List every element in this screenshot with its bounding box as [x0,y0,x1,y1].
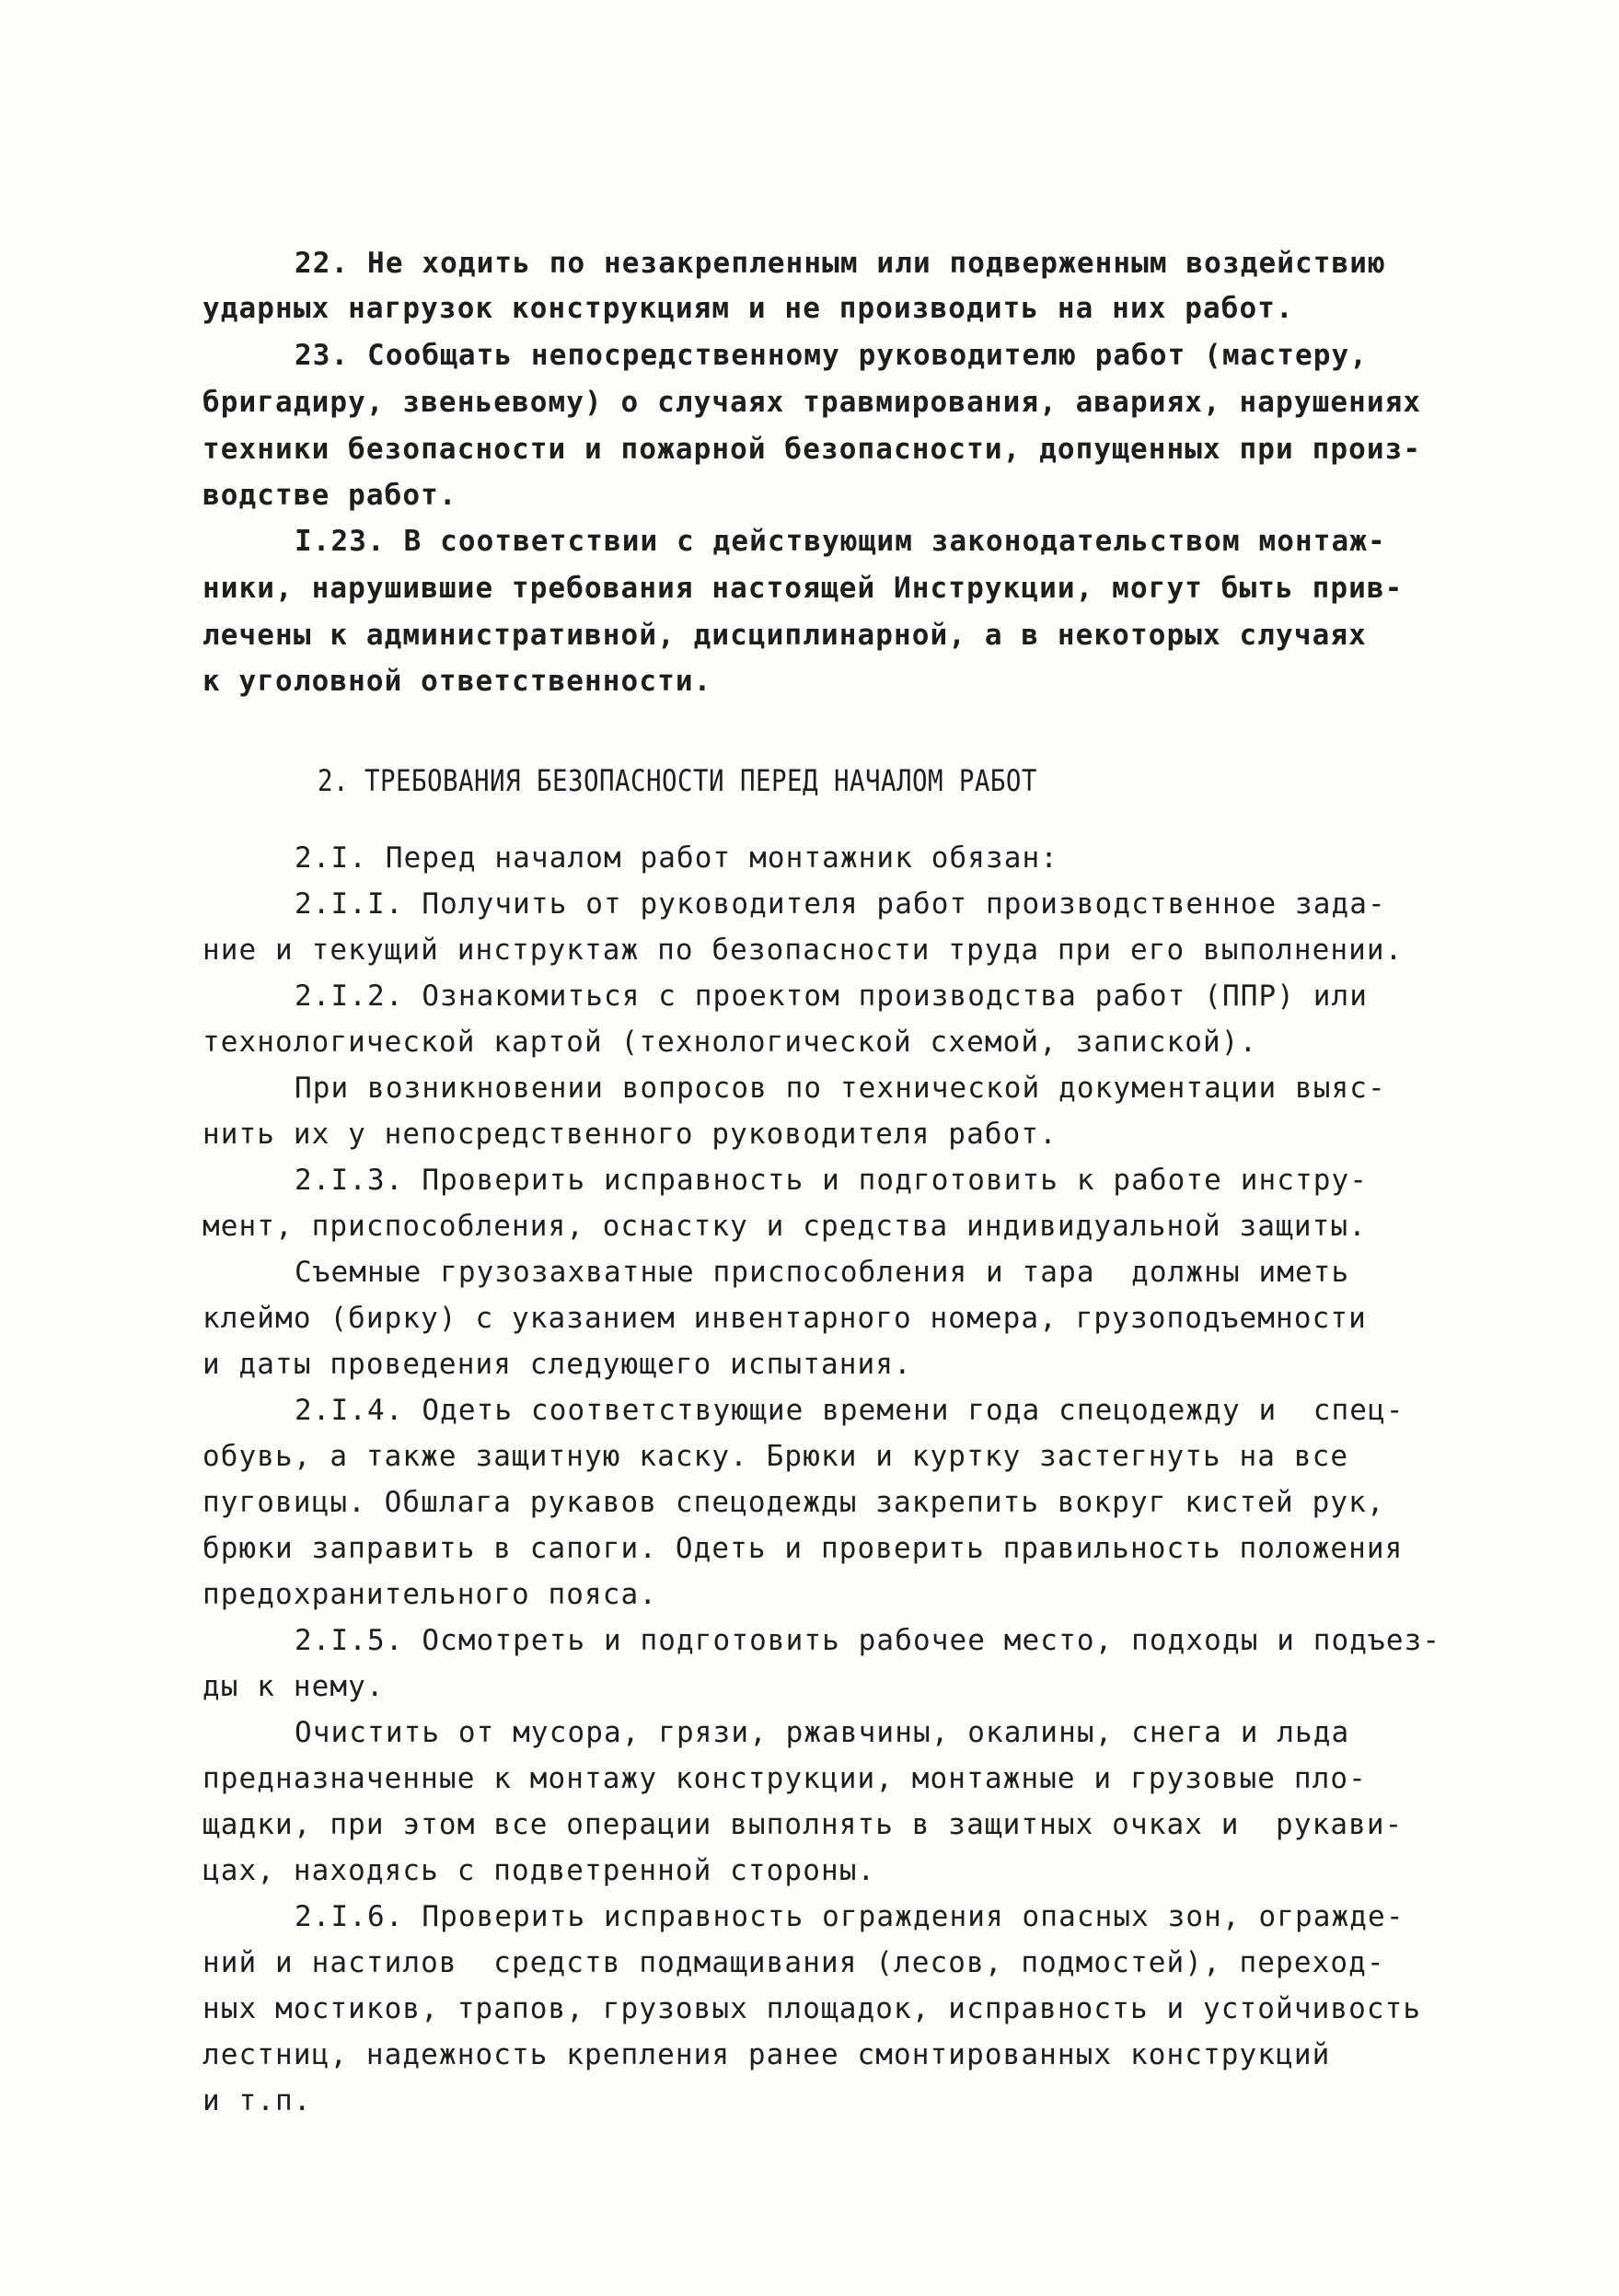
section-heading: 2. ТРЕБОВАНИЯ БЕЗОПАСНОСТИ ПЕРЕД НАЧАЛОМ РАБОТ [318,763,1037,798]
text-line: лестниц, надежность крепления ранее смонтированных конструкций [202,2038,1331,2071]
text-line: пуговицы. Обшлага рукавов спецодежды закрепить вокруг кистей рук, [202,1486,1385,1519]
text-line: техники безопасности и пожарной безопасности, допущенных при произ- [202,433,1422,466]
text-line: щадки, при этом все операции выполнять в защитных очках и рукави- [202,1808,1404,1841]
text-line: бригадиру, звеньевому) о случаях травмирования, авариях, нарушениях [202,386,1422,419]
text-line: обувь, а также защитную каску. Брюки и куртку застегнуть на все [202,1440,1349,1473]
text-line: 2.I.3. Проверить исправность и подготовить к работе инстру- [295,1164,1369,1197]
text-line: 22. Не ходить по незакрепленным или подверженным воздействию [295,247,1386,280]
text-line: и даты проведения следующего испытания. [202,1348,912,1381]
text-line: ды к нему. [202,1670,385,1703]
text-line: ных мостиков, трапов, грузовых площадок, исправность и устойчивость [202,1992,1422,2025]
text-line: ударных нагрузок конструкциям и не производить на них работ. [202,292,1294,325]
text-line: ники, нарушившие требования настоящей Инструкции, могут быть прив- [202,572,1404,605]
text-line: предохранительного пояса. [202,1578,658,1611]
text-line: водстве работ. [202,479,457,512]
text-line: При возникновении вопросов по технической документации выяс- [295,1072,1386,1105]
text-line: к уголовной ответственности. [202,665,712,698]
text-line: ний и настилов средств подмащивания (лесов, подмостей), переход- [202,1946,1385,1979]
text-line: технологической картой (технологической схемой, запиской). [202,1026,1258,1059]
text-line: лечены к административной, дисциплинарной, а в некоторых случаях [202,619,1367,652]
text-line: I.23. В соответствии с действующим законодательством монтаж- [295,525,1386,558]
text-line: мент, приспособления, оснастку и средства индивидуальной защиты. [202,1210,1367,1243]
text-line: Очистить от мусора, грязи, ржавчины, окалины, снега и льда [295,1716,1350,1749]
text-line: и т.п. [202,2084,312,2117]
text-line: ние и текущий инструктаж по безопасности труда при его выполнении. [202,933,1404,967]
text-line: 2.I.I. Получить от руководителя работ производственное зада- [295,887,1386,921]
text-line: 2.I.6. Проверить исправность ограждения опасных зон, огражде- [295,1900,1405,1933]
text-line: 2.I. Перед началом работ монтажник обязан: [295,841,1059,875]
text-line: Съемные грузозахватные приспособления и тара должны иметь [295,1256,1350,1289]
text-line: предназначенные к монтажу конструкции, монтажные и грузовые пло- [202,1762,1367,1795]
text-line: клеймо (бирку) с указанием инвентарного номера, грузоподъемности [202,1302,1367,1335]
text-line: цах, находясь с подветренной стороны. [202,1854,876,1887]
text-line: нить их у непосредственного руководителя работ. [202,1118,1058,1151]
text-line: 23. Сообщать непосредственному руководителю работ (мастеру, [295,339,1369,372]
text-line: 2.I.4. Одеть соответствующие времени года спецодежду и спец- [295,1394,1405,1427]
text-line: брюки заправить в сапоги. Одеть и проверить правильность положения [202,1532,1404,1565]
text-line: 2.I.5. Осмотреть и подготовить рабочее место, подходы и подъез- [295,1624,1441,1657]
text-line: 2.I.2. Ознакомиться с проектом производства работ (ППР) или [295,980,1369,1013]
